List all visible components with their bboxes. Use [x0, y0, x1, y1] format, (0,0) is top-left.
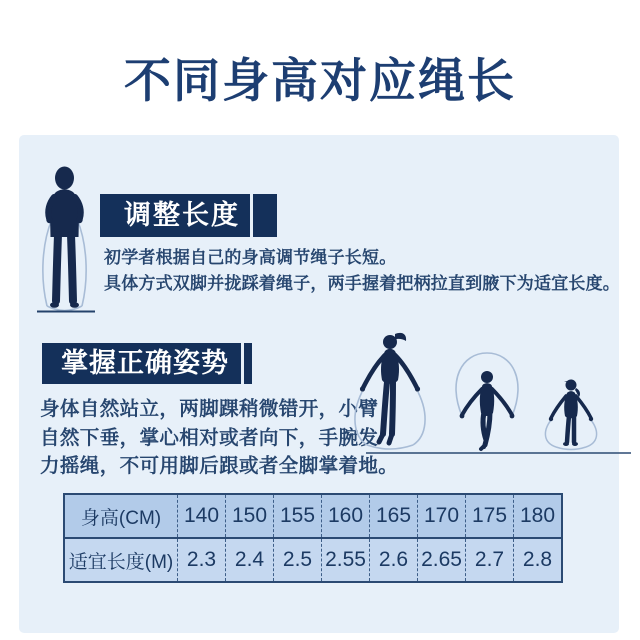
heading-accent-line	[250, 194, 253, 237]
height-cell: 150	[226, 494, 274, 538]
jumping-man-icon	[456, 353, 518, 449]
height-row-label: 身高(CM)	[64, 494, 178, 538]
height-cell: 170	[418, 494, 466, 538]
table-row-lengths	[64, 538, 562, 582]
height-length-table	[63, 493, 563, 583]
table-row-heights	[64, 494, 562, 538]
height-cell: 175	[466, 494, 514, 538]
posture-instructions-line3: 力摇绳，不可用脚后跟或者全脚掌着地。	[40, 455, 399, 477]
length-cell: 2.6	[370, 538, 418, 582]
length-cell: 2.55	[322, 538, 370, 582]
jumping-girl-icon	[545, 380, 596, 450]
heading-accent-line	[241, 343, 244, 384]
adjust-instructions-line1: 初学者根据自己的身高调节绳子长短。	[104, 248, 397, 267]
length-cell: 2.65	[418, 538, 466, 582]
posture-instructions-line2: 自然下垂，掌心相对或者向下，手腕发	[40, 426, 379, 449]
page-title: 不同身高对应绳长	[124, 54, 516, 107]
length-row-label: 适宜长度(M)	[64, 538, 178, 582]
length-cell: 2.4	[226, 538, 274, 582]
height-cell: 155	[274, 494, 322, 538]
section-heading-posture-label: 掌握正确姿势	[61, 348, 229, 378]
content-panel	[19, 135, 619, 633]
height-cell: 180	[514, 494, 563, 538]
adjust-instructions	[104, 245, 620, 297]
height-cell: 140	[178, 494, 226, 538]
adjust-instructions-line2: 具体方式双脚并拢踩着绳子，两手握着把柄拉直到腋下为适宜长度。	[104, 274, 620, 293]
section-heading-adjust	[100, 194, 277, 237]
jumping-rope-figures-icon	[350, 328, 632, 456]
length-cell: 2.8	[514, 538, 563, 582]
section-heading-adjust-label: 调整长度	[124, 200, 240, 230]
jumping-woman-icon	[355, 333, 425, 449]
posture-instructions	[40, 395, 398, 481]
section-heading-posture	[42, 343, 252, 384]
standing-person-rope-icon	[27, 165, 102, 315]
length-cell: 2.7	[466, 538, 514, 582]
height-cell: 165	[370, 494, 418, 538]
posture-instructions-line1: 身体自然站立，两脚踝稍微错开，小臂	[40, 398, 379, 420]
length-cell: 2.3	[178, 538, 226, 582]
length-cell: 2.5	[274, 538, 322, 582]
height-cell: 160	[322, 494, 370, 538]
